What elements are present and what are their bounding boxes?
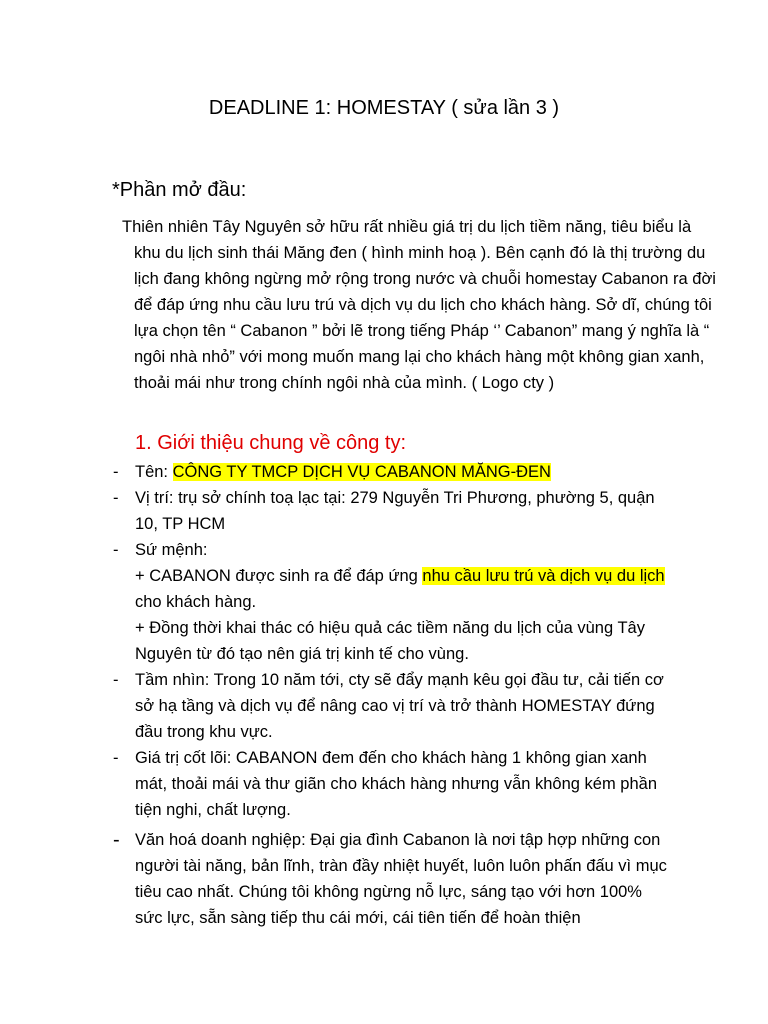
vision-text: Tầm nhìn: Trong 10 năm tới, cty sẽ đẩy mạnh kêu gọi đầu tư, cải tiến cơ sở hạ tầng và dịch vụ để nâng cao vị trí và trở thành HOMESTAY đứng đầu trong khu vực. — [135, 671, 664, 741]
list-dash: - — [113, 671, 119, 689]
mission-label: Sứ mệnh: — [135, 541, 208, 559]
document-title: DEADLINE 1: HOMESTAY ( sửa lần 3 ) — [208, 97, 560, 119]
list-item-vision — [113, 667, 673, 745]
location-text: Vị trí: trụ sở chính toạ lạc tại: 279 Nguyễn Tri Phương, phường 5, quận 10, TP HCM — [135, 489, 655, 533]
mission-1-highlight: nhu cầu lưu trú và dịch vụ du lịch — [422, 567, 665, 585]
section-1-heading: 1. Giới thiệu chung về công ty: — [135, 432, 407, 454]
list-item-mission — [113, 537, 673, 667]
intro-heading: *Phần mở đầu: — [112, 179, 247, 201]
mission-1-after: cho khách hàng. — [135, 593, 257, 611]
list-dash: - — [113, 829, 120, 851]
list-item-culture — [113, 827, 673, 931]
culture-text: Văn hoá doanh nghiệp: Đại gia đình Cabanon là nơi tập hợp những con người tài năng, bản lĩnh, tràn đầy nhiệt huyết, luôn luôn phấn đấu vì mục tiêu cao nhất. Chúng tôi không ngừng nỗ lực, sáng tạo với hơn 100% sức lực, sẵn sàng tiếp thu cái mới, cái tiên tiến để hoàn thiện — [135, 831, 667, 927]
intro-paragraph — [122, 214, 722, 396]
list-dash: - — [113, 541, 119, 559]
mission-1-before: + CABANON được sinh ra để đáp ứng — [135, 567, 423, 585]
name-label: Tên: — [135, 463, 173, 481]
intro-paragraph-text: Thiên nhiên Tây Nguyên sở hữu rất nhiều giá trị du lịch tiềm năng, tiêu biểu là khu du lịch sinh thái Măng đen ( hình minh hoạ ). Bên cạnh đó là thị trường du lịch đang không ngừng mở rộng trong nước và chuỗi homestay Cabanon ra đời để đáp ứng nhu cầu lưu trú và dịch vụ du lịch cho khách hàng. Sở dĩ, chúng tôi lựa chọn tên “ Cabanon ” bởi lẽ trong tiếng Pháp ‘’ Cabanon” mang ý nghĩa là “ ngôi nhà nhỏ” với mong muốn mang lại cho khách hàng một không gian xanh, thoải mái như trong chính ngôi nhà của mình. ( Logo cty ) — [122, 218, 716, 392]
list-dash: - — [113, 749, 119, 767]
list-dash: - — [113, 463, 119, 481]
list-item-location — [113, 485, 673, 537]
company-info-list — [113, 459, 673, 931]
mission-2: + Đồng thời khai thác có hiệu quả các tiềm năng du lịch của vùng Tây Nguyên từ đó tạo nên giá trị kinh tế cho vùng. — [135, 619, 645, 663]
list-item-core-values — [113, 745, 673, 823]
list-dash: - — [113, 489, 119, 507]
company-name-highlight: CÔNG TY TMCP DỊCH VỤ CABANON MĂNG-ĐEN — [172, 463, 551, 481]
core-values-text: Giá trị cốt lõi: CABANON đem đến cho khách hàng 1 không gian xanh mát, thoải mái và thư giãn cho khách hàng nhưng vẫn không kém phần tiện nghi, chất lượng. — [135, 749, 658, 819]
list-item-name — [113, 459, 673, 485]
